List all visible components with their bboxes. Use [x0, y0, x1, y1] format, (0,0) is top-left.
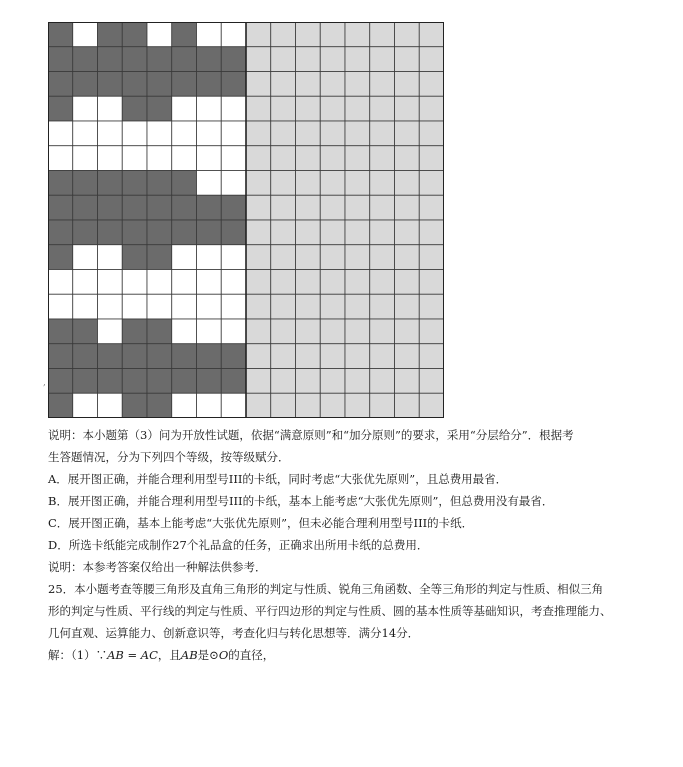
- grid-cell: [98, 319, 123, 344]
- grid-cell: [221, 121, 246, 146]
- grid-cell: [320, 146, 345, 171]
- grid-cell: [370, 22, 395, 47]
- grid-cell: [370, 319, 395, 344]
- grid-cell: [73, 171, 98, 196]
- grid-cell: [395, 146, 420, 171]
- solution-prefix: 解：（1）∵: [48, 648, 108, 662]
- grid-cell: [370, 294, 395, 319]
- grid-cell: [419, 344, 444, 369]
- grid-cell: [370, 146, 395, 171]
- grid-cell: [147, 171, 172, 196]
- grid-cell: [147, 344, 172, 369]
- grid-cell: [122, 220, 147, 245]
- grid-cell: [246, 270, 271, 295]
- grid-cell: [419, 270, 444, 295]
- grid-cell: [172, 369, 197, 394]
- grid-cell: [296, 96, 321, 121]
- grid-cell: [197, 319, 222, 344]
- grid-cell: [395, 96, 420, 121]
- grid-cell: [98, 294, 123, 319]
- grid-cell: [395, 121, 420, 146]
- grid-cell: [122, 270, 147, 295]
- grid-cell: [48, 22, 73, 47]
- grid-cell: [345, 146, 370, 171]
- grid-cell: [320, 96, 345, 121]
- grid-cell: [296, 319, 321, 344]
- grid-cell: [395, 294, 420, 319]
- grid-cell: [98, 344, 123, 369]
- grid-cell: [345, 245, 370, 270]
- grid-cell: [122, 319, 147, 344]
- grid-cell: [370, 220, 395, 245]
- grid-cell: [122, 294, 147, 319]
- grid-cell: [172, 22, 197, 47]
- grid-cell: [246, 245, 271, 270]
- grid-cell: [73, 294, 98, 319]
- grid-cell: [122, 369, 147, 394]
- grid-cell: [147, 195, 172, 220]
- grid-cell: [48, 171, 73, 196]
- grid-cell: [370, 245, 395, 270]
- grid-cell: [98, 195, 123, 220]
- grid-cell: [147, 270, 172, 295]
- grid-cell: [147, 393, 172, 418]
- grid-cell: [320, 220, 345, 245]
- circle-symbol: ⊙: [209, 648, 219, 662]
- grid-cell: [419, 393, 444, 418]
- grid-cell: [197, 96, 222, 121]
- grid-cell: [172, 270, 197, 295]
- grid-cell: [147, 220, 172, 245]
- q25-line-1: 25．本小题考查等腰三角形及直角三角形的判定与性质、锐角三角函数、全等三角形的判定与性质、相似三角: [48, 582, 604, 596]
- grid-cell: [320, 47, 345, 72]
- grid-cell: [122, 245, 147, 270]
- grid-cell: [197, 146, 222, 171]
- grid-cell: [172, 344, 197, 369]
- grid-cell: [122, 393, 147, 418]
- grid-cell: [73, 344, 98, 369]
- grid-cell: [147, 294, 172, 319]
- grid-cell: [395, 344, 420, 369]
- grid-cell: [320, 319, 345, 344]
- grid-cell: [197, 369, 222, 394]
- grid-cell: [271, 294, 296, 319]
- grid-cell: [73, 121, 98, 146]
- grid-cell: [48, 393, 73, 418]
- grid-cell: [419, 195, 444, 220]
- grid-cell: [122, 96, 147, 121]
- grid-cell: [271, 270, 296, 295]
- grid-cell: [197, 220, 222, 245]
- grid-cell: [320, 369, 345, 394]
- grid-cell: [122, 344, 147, 369]
- grid-cell: [395, 245, 420, 270]
- solution-end: 的直径，: [228, 648, 275, 662]
- grid-cell: [271, 369, 296, 394]
- grid-cell: [271, 121, 296, 146]
- grid-cell: [221, 369, 246, 394]
- grid-cell: [271, 393, 296, 418]
- grid-cell: [395, 220, 420, 245]
- grid-cell: [48, 121, 73, 146]
- grid-cell: [395, 195, 420, 220]
- grid-cell: [345, 369, 370, 394]
- grid-cell: [48, 245, 73, 270]
- grid-cell: [296, 393, 321, 418]
- grid-cell: [147, 245, 172, 270]
- grid-cell: [172, 319, 197, 344]
- grid-cell: [221, 270, 246, 295]
- grid-cell: [320, 393, 345, 418]
- grid-cell: [345, 195, 370, 220]
- grid-cell: [345, 294, 370, 319]
- grid-cell: [296, 47, 321, 72]
- grid-cell: [320, 171, 345, 196]
- grid-cell: [419, 22, 444, 47]
- card-grid: [48, 22, 444, 418]
- grid-cell: [48, 319, 73, 344]
- grid-cell: [419, 47, 444, 72]
- grid-cell: [221, 294, 246, 319]
- grid-cell: [370, 393, 395, 418]
- grid-cell: [320, 344, 345, 369]
- grid-cell: [296, 121, 321, 146]
- note-line-2: 生答题情况，分为下列四个等级，按等级赋分．: [48, 450, 290, 464]
- note-line-1: 说明：本小题第（3）问为开放性试题，依据“满意原则”和“加分原则”的要求，采用“分层给分”．根据考: [48, 428, 574, 442]
- grid-cell: [73, 319, 98, 344]
- grid-cell: [345, 344, 370, 369]
- grid-cell: [246, 344, 271, 369]
- grid-cell: [73, 96, 98, 121]
- grid-cell: [246, 96, 271, 121]
- grid-cell: [296, 146, 321, 171]
- grade-c: C．展开图正确，基本上能考虑“大张优先原则”，但未必能合理利用型号III的卡纸．: [48, 516, 474, 530]
- grid-cell: [370, 96, 395, 121]
- grid-cell: [246, 47, 271, 72]
- grid-cell: [395, 319, 420, 344]
- grid-cell: [197, 270, 222, 295]
- grid-cell: [320, 195, 345, 220]
- grid-cell: [320, 270, 345, 295]
- grid-cell: [98, 96, 123, 121]
- solution-mid-2: 是: [197, 648, 210, 662]
- grid-cell: [122, 121, 147, 146]
- grid-cell: [296, 294, 321, 319]
- grid-cell: [98, 146, 123, 171]
- grid-cell: [98, 369, 123, 394]
- grid-cell: [197, 47, 222, 72]
- grid-cell: [370, 270, 395, 295]
- grid-cell: [345, 96, 370, 121]
- grid-cell: [419, 245, 444, 270]
- grid-cell: [221, 96, 246, 121]
- grid-cell: [345, 393, 370, 418]
- grid-cell: [271, 72, 296, 97]
- grid-cell: [147, 146, 172, 171]
- grid-cell: [221, 195, 246, 220]
- grid-cell: [246, 319, 271, 344]
- grid-cell: [197, 344, 222, 369]
- grid-cell: [172, 96, 197, 121]
- grid-cell: [172, 245, 197, 270]
- grid-cell: [419, 146, 444, 171]
- q25-line-3: 几何直观、运算能力、创新意识等，考查化归与转化思想等．满分14分．: [48, 626, 420, 640]
- grid-cell: [296, 245, 321, 270]
- grid-cell: [48, 195, 73, 220]
- grid-cell: [98, 121, 123, 146]
- grid-cell: [296, 344, 321, 369]
- grid-cell: [98, 171, 123, 196]
- grid-cell: [320, 245, 345, 270]
- grid-cell: [246, 369, 271, 394]
- grid-cell: [271, 96, 296, 121]
- math-equals: =: [127, 648, 138, 662]
- grid-cell: [73, 393, 98, 418]
- grid-cell: [122, 171, 147, 196]
- grid-cell: [246, 146, 271, 171]
- grade-a: A．展开图正确，并能合理利用型号III的卡纸，同时考虑“大张优先原则”，且总费用最省．: [48, 472, 508, 486]
- grid-cell: [147, 96, 172, 121]
- card-grid-figure: [48, 22, 444, 418]
- grid-cell: [370, 344, 395, 369]
- grid-cell: [48, 270, 73, 295]
- grid-cell: [98, 245, 123, 270]
- grid-cell: [246, 220, 271, 245]
- grid-cell: [271, 195, 296, 220]
- solution-line: [48, 647, 274, 663]
- grid-cell: [419, 171, 444, 196]
- grid-cell: [172, 195, 197, 220]
- grid-cell: [197, 294, 222, 319]
- grid-cell: [345, 72, 370, 97]
- math-ac: AC: [140, 648, 158, 662]
- grid-cell: [98, 270, 123, 295]
- grid-cell: [271, 47, 296, 72]
- grade-d: D．所选卡纸能完成制作27个礼品盒的任务，正确求出所用卡纸的总费用．: [48, 538, 429, 552]
- grid-cell: [48, 344, 73, 369]
- grid-cell: [320, 121, 345, 146]
- grid-cell: [73, 72, 98, 97]
- grid-cell: [98, 220, 123, 245]
- grid-cell: [221, 171, 246, 196]
- grid-cell: [395, 22, 420, 47]
- grid-cell: [320, 72, 345, 97]
- grid-cell: [197, 393, 222, 418]
- grid-cell: [73, 195, 98, 220]
- grid-cell: [172, 146, 197, 171]
- grid-cell: [73, 369, 98, 394]
- grid-cell: [395, 393, 420, 418]
- grid-cell: [419, 72, 444, 97]
- grid-cell: [246, 294, 271, 319]
- grid-cell: [197, 245, 222, 270]
- grid-cell: [395, 270, 420, 295]
- grid-cell: [271, 22, 296, 47]
- grid-cell: [296, 369, 321, 394]
- grid-cell: [98, 22, 123, 47]
- grid-cell: [419, 294, 444, 319]
- grid-cell: [73, 220, 98, 245]
- grid-cell: [48, 369, 73, 394]
- grid-cell: [147, 47, 172, 72]
- grid-cell: [370, 369, 395, 394]
- grid-cell: [197, 72, 222, 97]
- grid-cell: [98, 72, 123, 97]
- grid-cell: [73, 270, 98, 295]
- grid-cell: [197, 22, 222, 47]
- q25-line-2: 形的判定与性质、平行线的判定与性质、平行四边形的判定与性质、圆的基本性质等基础知识，考查推理能力、: [48, 604, 612, 618]
- grid-cell: [345, 270, 370, 295]
- solution-mid: ，且: [157, 648, 181, 662]
- math-ab: AB: [107, 648, 124, 662]
- grid-cell: [419, 369, 444, 394]
- grid-cell: [296, 195, 321, 220]
- grid-cell: [172, 171, 197, 196]
- grade-b: B．展开图正确，并能合理利用型号III的卡纸，基本上能考虑“大张优先原则”，但总费用没有最省．: [48, 494, 554, 508]
- grid-cell: [172, 47, 197, 72]
- grid-cell: [271, 146, 296, 171]
- grid-cell: [246, 72, 271, 97]
- grid-cell: [395, 72, 420, 97]
- grid-cell: [48, 96, 73, 121]
- grid-cell: [172, 220, 197, 245]
- grid-cell: [48, 294, 73, 319]
- grid-cell: [172, 72, 197, 97]
- grid-cell: [370, 121, 395, 146]
- grid-cell: [271, 220, 296, 245]
- grid-cell: [147, 121, 172, 146]
- grid-cell: [73, 22, 98, 47]
- grid-cell: [172, 393, 197, 418]
- grid-cell: [370, 47, 395, 72]
- grid-cell: [345, 171, 370, 196]
- grid-cell: [221, 220, 246, 245]
- grid-cell: [246, 22, 271, 47]
- grid-cell: [73, 245, 98, 270]
- grid-cell: [246, 393, 271, 418]
- grid-cell: [221, 245, 246, 270]
- grid-cell: [221, 47, 246, 72]
- grid-cell: [419, 319, 444, 344]
- grid-cell: [320, 294, 345, 319]
- grid-cell: [221, 344, 246, 369]
- grid-cell: [73, 146, 98, 171]
- grid-cell: [345, 220, 370, 245]
- grid-cell: [419, 220, 444, 245]
- grid-cell: [48, 47, 73, 72]
- grid-cell: [122, 47, 147, 72]
- grid-cell: [48, 72, 73, 97]
- grid-cell: [147, 22, 172, 47]
- grid-cell: [48, 146, 73, 171]
- grid-cell: [419, 121, 444, 146]
- grid-cell: [147, 319, 172, 344]
- grid-cell: [221, 319, 246, 344]
- grid-cell: [395, 369, 420, 394]
- grid-cell: [122, 146, 147, 171]
- grid-cell: [48, 220, 73, 245]
- grid-cell: [147, 72, 172, 97]
- grid-cell: [98, 47, 123, 72]
- grid-cell: [221, 393, 246, 418]
- grid-cell: [345, 319, 370, 344]
- grid-cell: [345, 22, 370, 47]
- grid-cell: [395, 171, 420, 196]
- grid-cell: [122, 195, 147, 220]
- grid-cell: [73, 47, 98, 72]
- grid-cell: [271, 319, 296, 344]
- grid-cell: [271, 171, 296, 196]
- grid-cell: [98, 393, 123, 418]
- grid-cell: [370, 195, 395, 220]
- grid-cell: [221, 72, 246, 97]
- math-ab-2: AB: [180, 648, 198, 662]
- grid-cell: [271, 344, 296, 369]
- grid-cell: [147, 369, 172, 394]
- grid-cell: [246, 121, 271, 146]
- scan-mark: ,: [43, 378, 46, 388]
- grid-cell: [221, 22, 246, 47]
- grid-cell: [345, 121, 370, 146]
- grid-cell: [296, 72, 321, 97]
- grid-cell: [296, 220, 321, 245]
- grid-cell: [345, 47, 370, 72]
- note-reference: 说明：本参考答案仅给出一种解法供参考．: [48, 560, 267, 574]
- grid-cell: [122, 72, 147, 97]
- grid-cell: [197, 121, 222, 146]
- grid-cell: [197, 195, 222, 220]
- grid-cell: [246, 195, 271, 220]
- grid-cell: [172, 121, 197, 146]
- grid-cell: [395, 47, 420, 72]
- grid-cell: [271, 245, 296, 270]
- grid-cell: [172, 294, 197, 319]
- grid-cell: [197, 171, 222, 196]
- grid-cell: [370, 171, 395, 196]
- grid-cell: [370, 72, 395, 97]
- grid-cell: [320, 22, 345, 47]
- grid-cell: [296, 22, 321, 47]
- grid-cell: [122, 22, 147, 47]
- grid-cell: [296, 171, 321, 196]
- grid-cell: [419, 96, 444, 121]
- grid-cell: [246, 171, 271, 196]
- math-o: O: [218, 648, 229, 662]
- grid-cell: [296, 270, 321, 295]
- grid-cell: [221, 146, 246, 171]
